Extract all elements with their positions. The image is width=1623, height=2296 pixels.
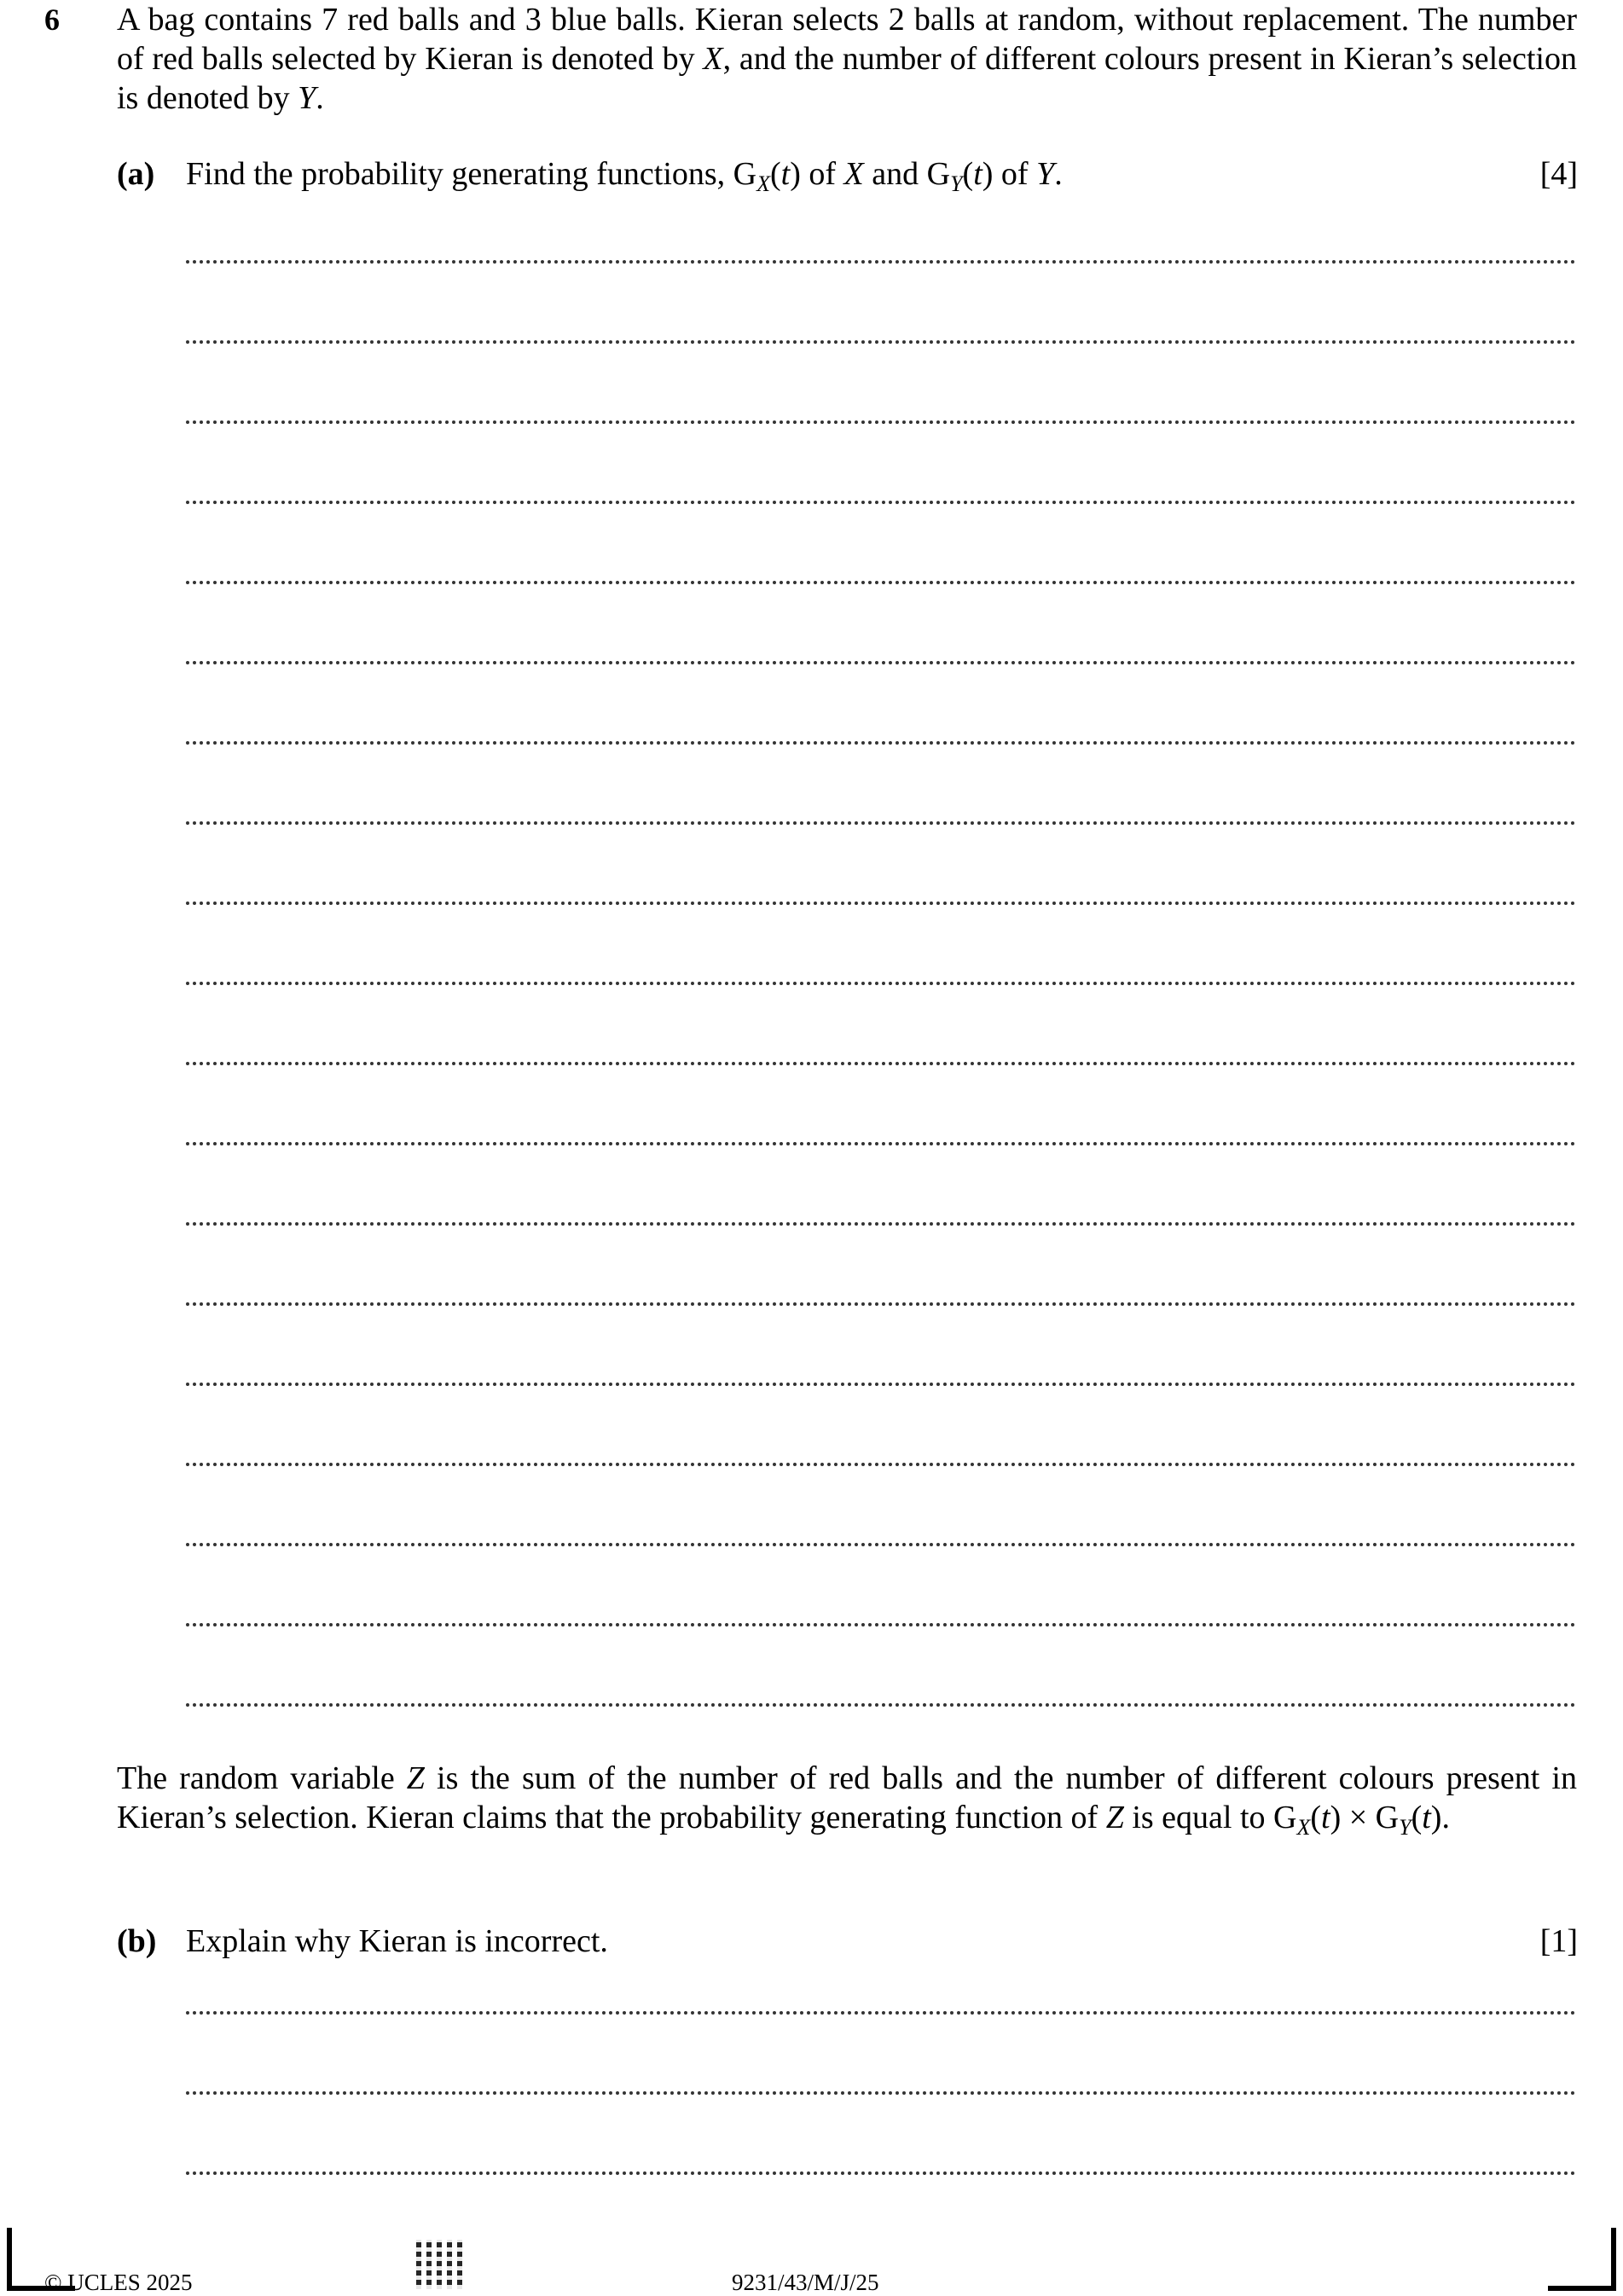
copyright-notice: © UCLES 2025 [44, 2270, 193, 2295]
answer-line[interactable] [186, 1142, 1576, 1145]
question-number: 6 [44, 3, 60, 37]
answer-line[interactable] [186, 340, 1576, 344]
answer-line[interactable] [186, 2011, 1576, 2015]
part-b-label: (b) [117, 1923, 157, 1959]
answer-line[interactable] [186, 581, 1576, 584]
part-a-label: (a) [117, 156, 155, 192]
corner-mark-right [1611, 2228, 1616, 2291]
context-paragraph: The random variable Z is the sum of the number of red balls and the number of different colours present in Kieran’s selection. Kieran claims that the probability generating function of Z is equal to $G_X(t) \times G_Y(t)$. [117, 1760, 1577, 1840]
corner-mark-left [7, 2228, 12, 2291]
part-a-question: Find the probability generating functions, $G_X(t)$ of X and $G_Y(t)$ of Y. [186, 156, 1063, 196]
answer-line[interactable] [186, 982, 1576, 985]
question-stem: A bag contains 7 red balls and 3 blue balls. Kieran selects 2 balls at random, without replacement. The number of red balls selected by Kieran is denoted by X, and the number of different colours present in Kieran’s selection is denoted by Y. [117, 2, 1577, 116]
answer-line[interactable] [186, 501, 1576, 504]
part-a-marks: [4] [1539, 156, 1578, 192]
answer-line[interactable] [186, 1543, 1576, 1546]
part-b-question: Explain why Kieran is incorrect. [186, 1923, 608, 1959]
answer-line[interactable] [186, 1222, 1576, 1226]
answer-line[interactable] [186, 420, 1576, 424]
answer-line[interactable] [186, 2171, 1576, 2175]
answer-line[interactable] [186, 1383, 1576, 1386]
answer-line[interactable] [186, 1703, 1576, 1707]
answer-line[interactable] [186, 1062, 1576, 1065]
answer-line[interactable] [186, 1463, 1576, 1466]
part-b-marks: [1] [1539, 1923, 1578, 1959]
answer-line[interactable] [186, 741, 1576, 745]
answer-line[interactable] [186, 260, 1576, 264]
paper-code: 9231/43/M/J/25 [732, 2270, 879, 2295]
answer-line[interactable] [186, 1623, 1576, 1626]
answer-line[interactable] [186, 902, 1576, 905]
answer-line[interactable] [186, 2091, 1576, 2095]
answer-line[interactable] [186, 1302, 1576, 1306]
barcode-icon [416, 2240, 467, 2289]
answer-line[interactable] [186, 821, 1576, 825]
answer-line[interactable] [186, 661, 1576, 664]
corner-mark-right-base [1548, 2286, 1616, 2291]
